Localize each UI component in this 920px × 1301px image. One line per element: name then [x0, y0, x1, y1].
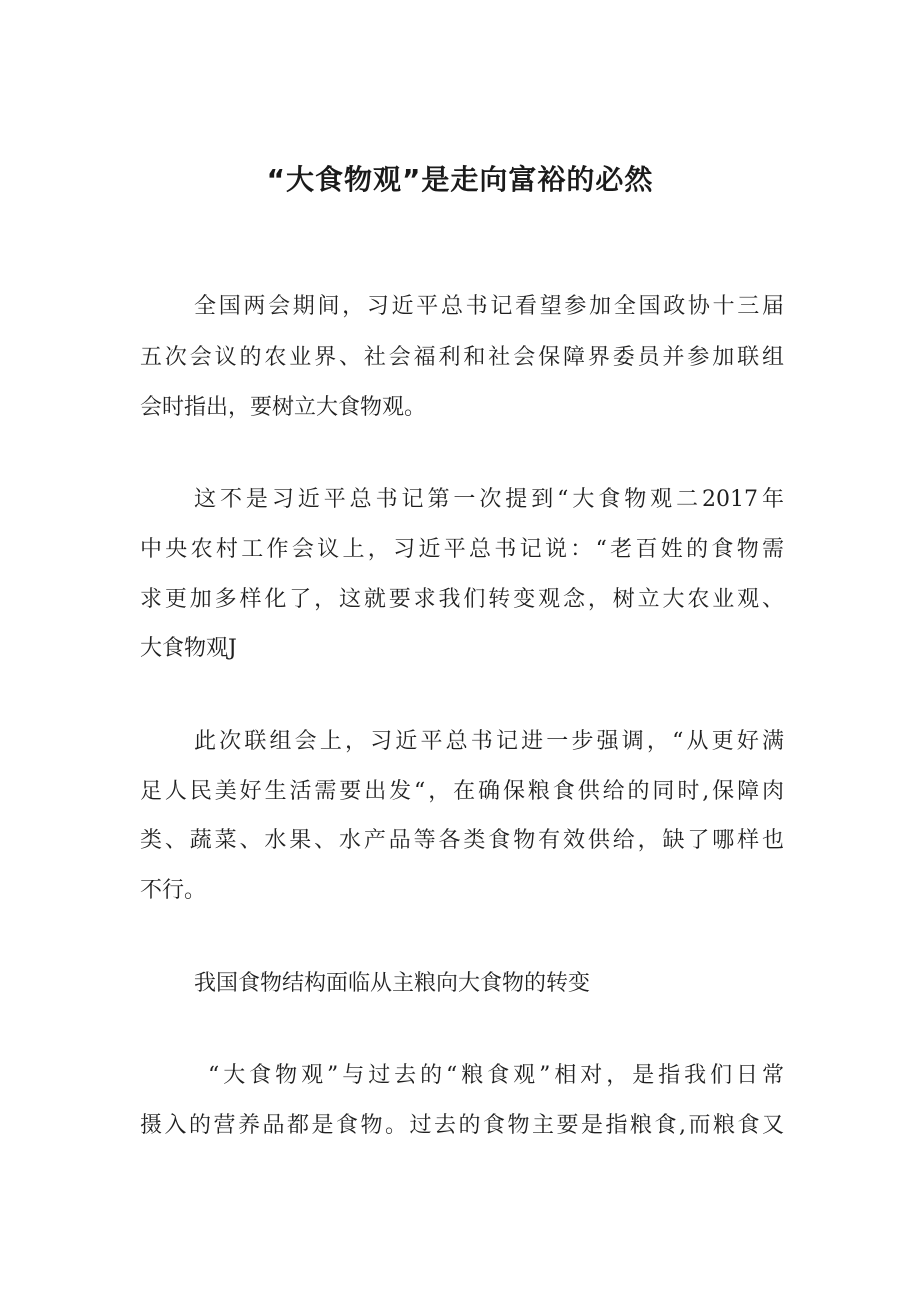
section-heading: 我国食物结构面临从主粮向大食物的转变: [194, 971, 591, 996]
paragraph-2-line-2: 中央农村工作会议上，习近平总书记说：“老百姓的食物需: [140, 537, 784, 562]
paragraph-1-line-2: 五次会议的农业界、社会福利和社会保障界委员并参加联组: [140, 345, 784, 370]
paragraph-4-line-1: “大食物观”与过去的“粮食观”相对，是指我们日常: [208, 1063, 784, 1088]
paragraph-1-line-3: 会时指出，要树立大食物观。: [140, 395, 427, 420]
paragraph-3-line-1: 此次联组会上，习近平总书记进一步强调，“从更好满: [194, 729, 784, 754]
paragraph-4-line-2: 摄入的营养品都是食物。过去的食物主要是指粮食,而粮食又: [140, 1113, 784, 1138]
paragraph-3-line-3: 类、蔬菜、水果、水产品等各类食物有效供给，缺了哪样也: [140, 828, 784, 853]
paragraph-1-line-1: 全国两会期间，习近平总书记看望参加全国政协十三届: [194, 294, 784, 319]
paragraph-2-line-4: 大食物观J: [140, 636, 237, 661]
document-title: “大食物观”是走向富裕的必然: [266, 163, 654, 196]
paragraph-3-line-4: 不行。: [140, 878, 207, 903]
paragraph-2-line-3: 求更加多样化了，这就要求我们转变观念，树立大农业观、: [140, 587, 784, 612]
paragraph-3-line-2: 足人民美好生活需要出发“，在确保粮食供给的同时,保障肉: [140, 779, 784, 804]
paragraph-2-line-1: 这不是习近平总书记第一次提到“大食物观二2017年: [194, 487, 784, 512]
